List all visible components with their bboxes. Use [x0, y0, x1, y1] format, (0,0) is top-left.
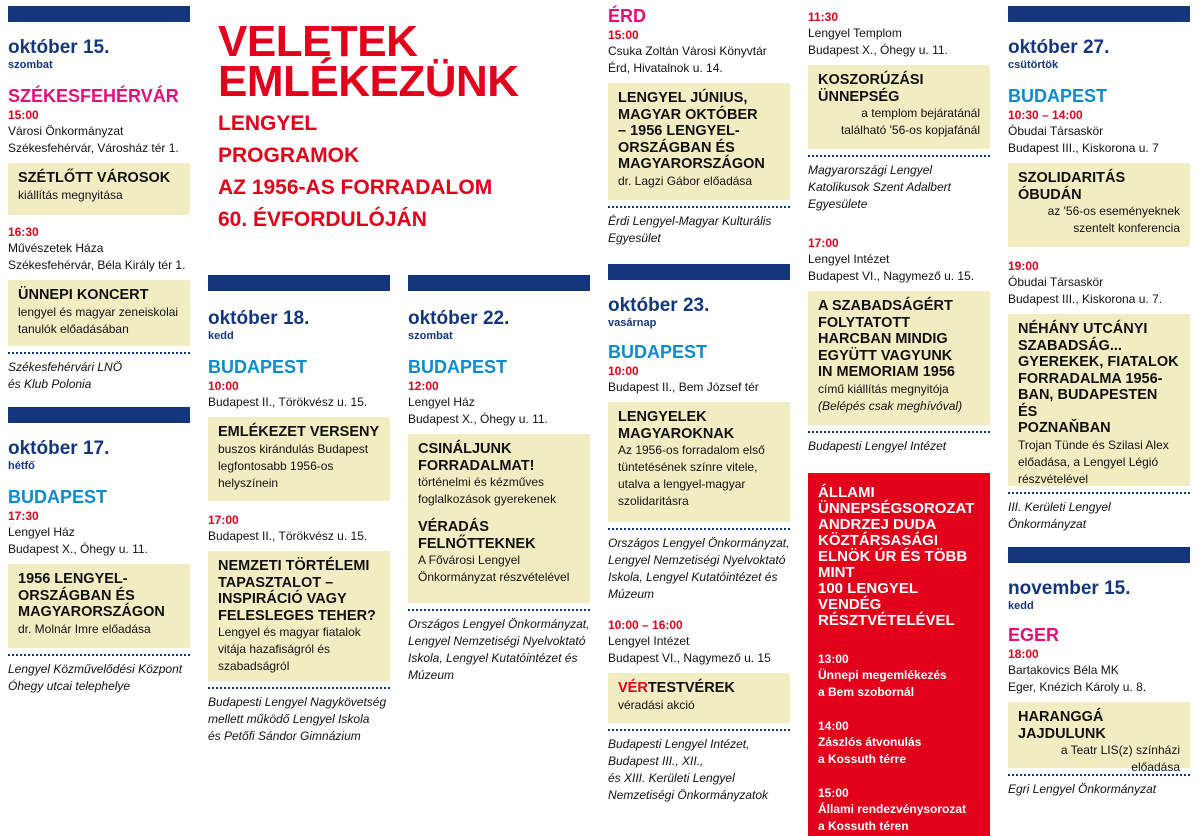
event-place: Városi Önkormányzat — [8, 124, 124, 138]
event-box — [1008, 163, 1190, 247]
event-title: ÜNNEPSÉG — [818, 88, 900, 105]
organizer: Lengyel Közművelődési Központ — [8, 662, 183, 676]
event-address: Eger, Knézich Károly u. 8. — [1008, 680, 1147, 694]
event-time: 16:30 — [8, 225, 39, 239]
event-description: dr. Lagzi Gábor előadása — [618, 173, 753, 188]
event-title: INSPIRÁCIÓ VAGY — [218, 591, 347, 607]
organizer: Budapesti Lengyel Nagykövetség — [208, 695, 387, 709]
organizer: Lengyel Nemzetiségi Nyelvoktató — [608, 553, 786, 567]
event-title: NEMZETI TÖRTÉLEMI — [218, 558, 370, 574]
column-oct-27-nov-15 — [1008, 0, 1190, 798]
event-description: Lengyel és magyar fiatalok — [218, 625, 361, 639]
subtitle-line: LENGYEL — [218, 112, 318, 135]
event-title: LENGYEL JÚNIUS, — [618, 90, 748, 106]
ceremony-time: 15:00 — [818, 786, 849, 800]
ceremony-item: a Kossuth téren — [818, 819, 909, 833]
date-heading: október 18. — [208, 308, 310, 329]
event-title: MAGYAR OKTÓBER — [618, 106, 758, 123]
ceremony-title: 100 LENGYEL VENDÉG — [818, 580, 918, 613]
dotted-separator — [608, 729, 790, 731]
event-title: FORRADALMAT! — [418, 457, 535, 474]
event-box — [8, 564, 190, 648]
event-time: 19:00 — [1008, 259, 1039, 273]
divider-bar — [408, 275, 590, 291]
event-description: a Teatr LIS(z) színházi előadása — [1060, 743, 1180, 774]
weekday: vasárnap — [608, 317, 657, 329]
organizer: Budapesti Lengyel Intézet, — [608, 737, 750, 751]
event-box — [608, 83, 790, 200]
event-description: tüntetésének színre vitele, — [618, 460, 758, 474]
event-title: 1956 LENGYEL- — [18, 571, 128, 587]
subtitle-line: PROGRAMOK — [218, 144, 360, 167]
event-title: LENGYELEK — [618, 409, 707, 425]
event-address: Budapest X., Óhegy u. 11. — [808, 43, 948, 57]
ceremony-title: KÖZTÁRSASÁGI — [818, 532, 938, 549]
event-address: Érd, Hivatalnok u. 14. — [608, 61, 723, 75]
weekday: kedd — [1008, 600, 1034, 612]
city-heading: BUDAPEST — [8, 487, 108, 507]
event-description: Az 1956-os forradalom első — [618, 443, 765, 457]
weekday: hétfő — [8, 460, 35, 472]
ceremony-item: Zászlós átvonulás — [818, 735, 922, 749]
organizer: Egyesület — [608, 231, 661, 245]
event-address: Budapest II., Törökvész u. 15. — [208, 529, 368, 543]
organizer: és Petőfi Sándor Gimnázium — [208, 729, 361, 743]
event-box — [808, 291, 990, 425]
city-heading: BUDAPEST — [608, 342, 708, 362]
dotted-separator — [608, 528, 790, 530]
event-box — [408, 434, 590, 603]
event-description: utalva a lengyel-magyar — [618, 477, 746, 491]
ceremony-title: ÁLLAMI — [818, 484, 875, 501]
event-title: EGYÜTT VAGYUNK — [818, 347, 953, 364]
event-description: foglalkozások gyerekenek — [418, 492, 557, 506]
event-title: MAGYARORSZÁGON — [18, 604, 165, 620]
event-box — [208, 417, 390, 501]
divider-bar — [8, 407, 190, 423]
event-address: Budapest II., Törökvész u. 15. — [208, 395, 368, 409]
city-heading: EGER — [1008, 625, 1060, 645]
organizer: Székesfehérvári LNÖ — [8, 360, 123, 374]
organizer: Iskola, Lengyel Kutatóintézet és — [608, 570, 778, 584]
event-note: (Belépés csak meghívóval) — [818, 398, 963, 413]
event-address: Budapest VI., Nagymező u. 15. — [808, 269, 975, 283]
event-title: MAGYAROKNAK — [618, 425, 735, 442]
event-time: 10:30 – 14:00 — [1008, 108, 1083, 122]
event-description: az '56-os eseményeknek — [1047, 204, 1180, 218]
event-description: tanulók előadásában — [18, 321, 129, 336]
ceremony-item: a Kossuth térre — [818, 752, 907, 766]
organizer: Katolikusok Szent Adalbert — [808, 180, 951, 194]
organizer: Budapest III., XII., — [608, 754, 704, 768]
weekday: csütörtök — [1008, 59, 1059, 71]
event-place: Óbudai Társaskör — [1008, 275, 1104, 289]
event-address: Budapest III., Kiskorona u. 7 — [1008, 141, 1159, 155]
city-heading: BUDAPEST — [408, 357, 508, 377]
date-heading: október 17. — [8, 438, 110, 459]
event-title — [618, 680, 780, 697]
event-description: kiállítás megnyitása — [18, 187, 123, 202]
event-description: helyszínein — [218, 475, 279, 490]
event-description: legfontosabb 1956-os — [218, 458, 334, 473]
event-title: A SZABADSÁGÉRT — [818, 298, 953, 314]
event-description: található '56-os kopjafánál — [840, 123, 980, 137]
event-title: GYEREKEK, FIATALOK — [1018, 354, 1179, 370]
event-place: Lengyel Ház — [8, 525, 75, 539]
event-time: 18:00 — [1008, 647, 1039, 661]
event-address: Budapest III., Kiskorona u. 7. — [1008, 292, 1163, 306]
date-heading: november 15. — [1008, 578, 1131, 599]
divider-bar — [608, 264, 790, 280]
event-title: POZNAŇBAN — [1018, 420, 1111, 436]
event-title: FELESLEGES TEHER? — [218, 607, 376, 624]
event-description: buszos kirándulás Budapest — [218, 441, 369, 456]
event-title: FOLYTATOTT — [818, 314, 911, 331]
event-time: 17:30 — [8, 509, 39, 523]
event-title: – 1956 LENGYEL- — [618, 123, 740, 139]
organizer: és XIII. Kerületi Lengyel — [608, 771, 735, 785]
divider-bar — [1008, 6, 1190, 22]
event-description: Trojan Tünde és Szilasi Alex — [1018, 437, 1169, 452]
event-place: Lengyel Intézet — [808, 252, 890, 266]
event-address: Székesfehérvár, Béla Király tér 1. — [8, 258, 186, 272]
event-place: Lengyel Templom — [808, 26, 902, 40]
event-time: 17:00 — [808, 236, 839, 250]
organizer: Nemzetiségi Önkormányzatok — [608, 788, 769, 802]
event-box — [208, 551, 390, 681]
column-erd-oct-23 — [608, 0, 790, 804]
date-heading: október 27. — [1008, 37, 1110, 58]
event-box — [608, 402, 790, 522]
ceremony-title: ÜNNEPSÉGSOROZAT — [818, 500, 975, 517]
dotted-separator — [608, 206, 790, 208]
event-description: szolidaritásra — [618, 494, 689, 508]
event-title: KOSZORÚZÁSI — [818, 72, 924, 88]
organizer: Budapesti Lengyel Intézet — [808, 439, 947, 453]
date-heading: október 15. — [8, 37, 110, 58]
event-title-highlight: NÉHÁNY UTCÁNYI — [1018, 321, 1148, 337]
event-description: részvételével — [1018, 471, 1089, 486]
ceremony-time: 13:00 — [818, 652, 849, 666]
ceremony-title: ANDRZEJ DUDA — [818, 516, 937, 533]
event-title: HARANGGÁ — [1018, 709, 1104, 725]
event-box — [1008, 314, 1190, 486]
date-heading: október 22. — [408, 308, 510, 329]
organizer: Iskola, Lengyel Kutatóintézet és — [408, 651, 578, 665]
event-title: TAPASZTALOT – — [218, 574, 334, 591]
event-description: dr. Molnár Imre előadása — [18, 621, 151, 636]
dotted-separator — [208, 687, 390, 689]
organizer: Magyarországi Lengyel — [808, 163, 933, 177]
event-box — [808, 65, 990, 149]
event-description: szentelt konferencia — [1073, 221, 1180, 235]
column-oct-22 — [408, 275, 590, 684]
event-title: ORSZÁGBAN ÉS — [618, 139, 735, 156]
event-place: Csuka Zoltán Városi Könyvtár — [608, 44, 767, 58]
event-place: Óbudai Társaskör — [1008, 124, 1104, 138]
event-address: Székesfehérvár, Városház tér 1. — [8, 141, 179, 155]
city-heading: ÉRD — [608, 6, 647, 26]
event-description: vitája hazafiságról és — [218, 642, 331, 656]
event-description: véradási akció — [618, 697, 695, 712]
organizer: Múzeum — [608, 587, 655, 601]
event-title: VÉRADÁS — [418, 519, 489, 535]
event-time: 10:00 — [208, 379, 239, 393]
event-title: CSINÁLJUNK — [418, 441, 512, 457]
dotted-separator — [808, 431, 990, 433]
dotted-separator — [808, 155, 990, 157]
date-heading: október 23. — [608, 295, 710, 316]
event-time: 10:00 – 16:00 — [608, 618, 683, 632]
ceremony-item: Állami rendezvénysorozat — [818, 802, 967, 816]
event-time: 15:00 — [608, 28, 639, 42]
event-description: A Fővárosi Lengyel — [418, 553, 521, 567]
ceremony-item: Ünnepi megemlékezés — [818, 668, 947, 682]
column-oct-18 — [208, 275, 390, 745]
organizer: III. Kerületi Lengyel — [1008, 500, 1111, 514]
ceremony-item: a Bem szobornál — [818, 685, 915, 699]
event-title-highlight: IN MEMORIAM 1956 — [818, 364, 955, 380]
event-description: a templom bejáratánál — [861, 106, 980, 120]
event-time: 11:30 — [808, 10, 839, 24]
divider-bar — [208, 275, 390, 291]
dotted-separator — [408, 609, 590, 611]
event-address: Budapest X., Óhegy u. 11. — [408, 412, 548, 426]
city-heading: BUDAPEST — [208, 357, 308, 377]
dotted-separator — [8, 352, 190, 354]
organizer: mellett működő Lengyel Iskola — [208, 712, 370, 726]
event-time: 17:00 — [208, 513, 239, 527]
column-oct-15-17 — [8, 0, 190, 695]
weekday: kedd — [208, 330, 234, 342]
event-place: Lengyel Intézet — [608, 634, 690, 648]
event-description: című kiállítás megnyitója — [818, 381, 949, 396]
ceremony-title: MINT — [818, 564, 855, 581]
organizer: Érdi Lengyel-Magyar Kulturális — [608, 214, 772, 228]
event-time: 15:00 — [8, 108, 39, 122]
event-title: BAN, BUDAPESTEN ÉS — [1018, 387, 1158, 420]
poster-title — [218, 17, 598, 236]
event-title: MAGYARORSZÁGON — [618, 156, 765, 172]
subtitle-line: AZ 1956-AS FORRADALOM — [218, 176, 493, 199]
city-heading: BUDAPEST — [1008, 86, 1108, 106]
event-time: 10:00 — [608, 364, 639, 378]
event-description: történelmi és kézműves — [418, 475, 545, 489]
event-title: SZÉTLŐTT VÁROSOK — [18, 170, 171, 186]
event-description: szabadságról — [218, 659, 290, 673]
ceremony-title: ELNÖK ÚR ÉS TÖBB — [818, 548, 968, 565]
event-description: Önkormányzat részvételével — [418, 570, 570, 584]
event-box — [8, 163, 190, 215]
organizer: Országos Lengyel Önkormányzat, — [408, 617, 590, 631]
divider-bar — [1008, 547, 1190, 563]
event-place: Művészetek Háza — [8, 241, 104, 255]
event-place: Lengyel Ház — [408, 395, 475, 409]
subtitle-line: 60. ÉVFORDULÓJÁN — [218, 208, 427, 231]
ceremony-title: RÉSZTVÉTELÉVEL — [818, 612, 955, 629]
event-box — [608, 673, 790, 723]
event-title: ÓBUDÁN — [1018, 186, 1082, 203]
weekday: szombat — [408, 330, 453, 342]
organizer: Múzeum — [408, 668, 455, 682]
organizer: Egri Lengyel Önkormányzat — [1008, 782, 1157, 796]
event-title: EMLÉKEZET VERSENY — [218, 424, 380, 440]
weekday: szombat — [8, 59, 53, 71]
title-rest: TESTVÉREK — [647, 680, 735, 696]
organizer: Országos Lengyel Önkormányzat, — [608, 536, 790, 550]
organizer: Lengyel Nemzetiségi Nyelvoktató — [408, 634, 586, 648]
dotted-separator — [8, 654, 190, 656]
event-title: FELNŐTTEKNEK — [418, 535, 536, 552]
event-address: Budapest II., Bem József tér — [608, 380, 759, 394]
event-title-highlight: SZABADSÁG... — [1018, 337, 1122, 354]
event-description: lengyel és magyar zeneiskolai — [18, 304, 179, 319]
event-title: SZOLIDARITÁS — [1018, 170, 1126, 186]
event-title: JAJDULUNK — [1018, 725, 1106, 742]
event-title: HARCBAN MINDIG — [818, 331, 948, 347]
organizer: Egyesülete — [808, 197, 868, 211]
state-ceremony-box — [808, 473, 990, 836]
ceremony-time: 14:00 — [818, 719, 849, 733]
title-line: EMLÉKEZÜNK — [218, 57, 519, 106]
column-oct-23-continued — [808, 0, 990, 836]
event-box — [1008, 702, 1190, 774]
event-address: Budapest VI., Nagymező u. 15 — [608, 651, 771, 665]
organizer: és Klub Polonia — [8, 377, 92, 391]
event-description: előadása, a Lengyel Légió — [1018, 454, 1159, 469]
city-heading: SZÉKESFEHÉRVÁR — [8, 86, 179, 106]
event-title: ORSZÁGBAN ÉS — [18, 587, 135, 604]
divider-bar — [8, 6, 190, 22]
event-title: ÜNNEPI KONCERT — [18, 287, 149, 303]
organizer: Óhegy utcai telephelye — [8, 679, 131, 693]
dotted-separator — [1008, 492, 1190, 494]
event-box — [8, 280, 190, 346]
event-time: 12:00 — [408, 379, 439, 393]
title-line: VELETEK — [218, 17, 418, 66]
event-place: Bartakovics Béla MK — [1008, 663, 1119, 677]
event-address: Budapest X., Óhegy u. 11. — [8, 542, 148, 556]
event-title: FORRADALMA 1956- — [1018, 370, 1163, 387]
title-highlight: VÉR — [618, 680, 648, 696]
organizer: Önkormányzat — [1008, 517, 1087, 531]
